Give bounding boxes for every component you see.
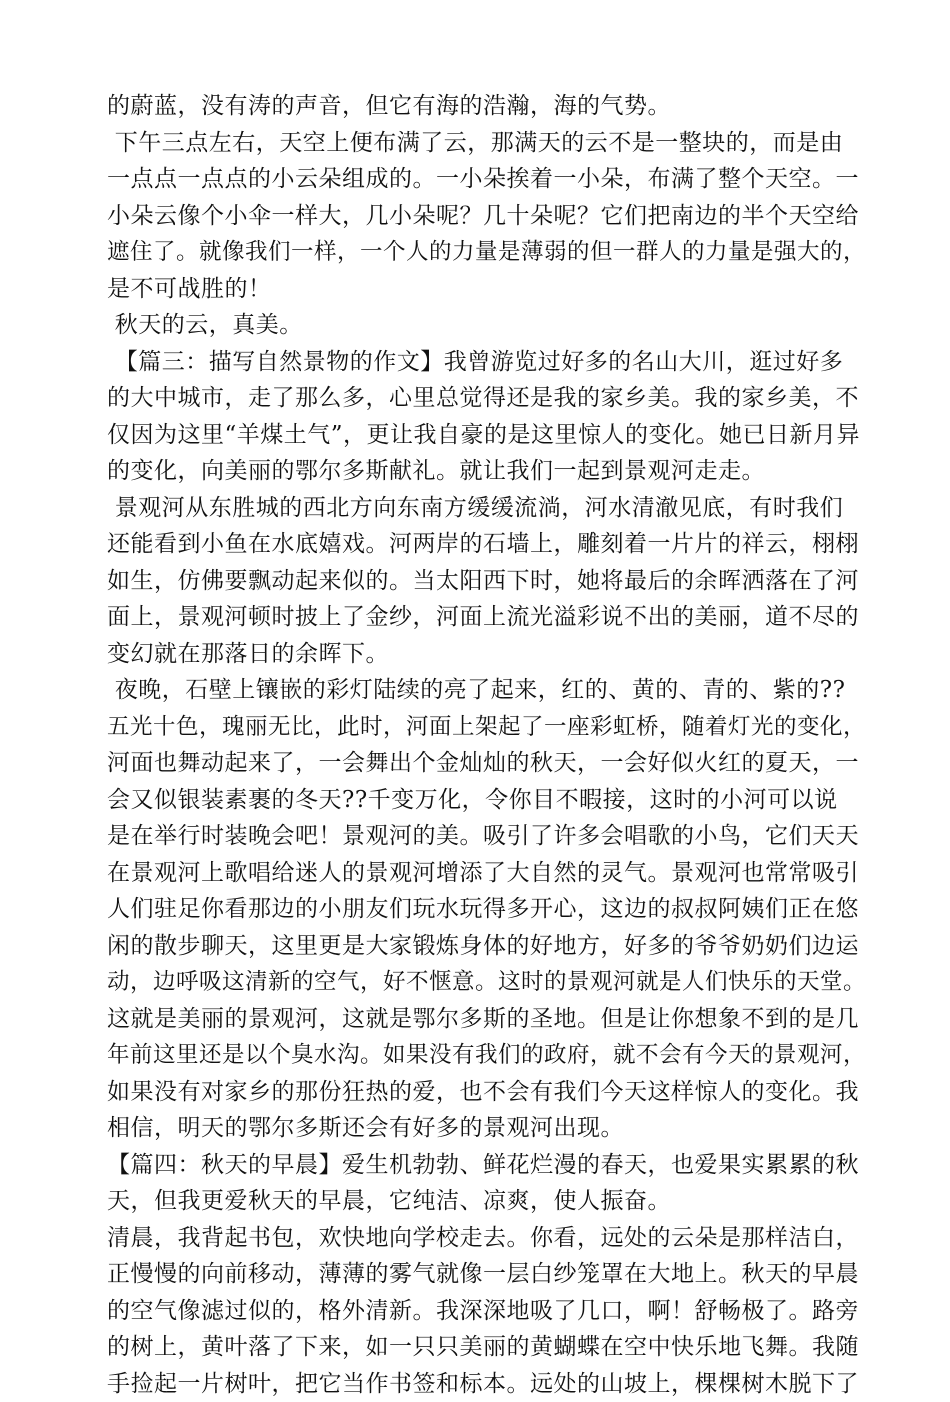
text-line: 一点点一点点的小云朵组成的。一小朵挨着一小朵，布满了整个天空。一 [107,161,877,198]
text-line: 清晨，我背起书包，欢快地向学校走去。你看，远处的云朵是那样洁白， [107,1220,877,1257]
text-line: 在景观河上歌唱给迷人的景观河增添了大自然的灵气。景观河也常常吸引 [107,855,877,892]
text-line: 的变化，向美丽的鄂尔多斯献礼。就让我们一起到景观河走走。 [107,453,877,490]
text-line: 人们驻足你看那边的小朋友们玩水玩得多开心，这边的叔叔阿姨们正在悠 [107,891,877,928]
text-line: 的树上，黄叶落了下来，如一只只美丽的黄蝴蝶在空中快乐地飞舞。我随 [107,1329,877,1366]
text-line: 下午三点左右，天空上便布满了云，那满天的云不是一整块的，而是由 [107,125,877,162]
text-line: 的空气像滤过似的，格外清新。我深深地吸了几口，啊！舒畅极了。路旁 [107,1293,877,1330]
text-line: 正慢慢的向前移动，薄薄的雾气就像一层白纱笼罩在大地上。秋天的早晨 [107,1256,877,1293]
text-line: 相信，明天的鄂尔多斯还会有好多的景观河出现。 [107,1110,877,1147]
text-line: 夜晚，石壁上镶嵌的彩灯陆续的亮了起来，红的、黄的、青的、紫的?? [107,672,877,709]
text-line: 会又似银装素裹的冬天??千变万化，令你目不暇接，这时的小河可以说 [107,782,877,819]
text-line: 是不可战胜的！ [107,271,877,308]
text-line: 动，边呼吸这清新的空气，好不惬意。这时的景观河就是人们快乐的天堂。 [107,964,877,1001]
text-line: 【篇四：秋天的早晨】爱生机勃勃、鲜花烂漫的春天，也爱果实累累的秋 [107,1147,877,1184]
text-line: 变幻就在那落日的余晖下。 [107,636,877,673]
text-line: 仅因为这里“羊煤土气”，更让我自豪的是这里惊人的变化。她已日新月异 [107,417,877,454]
text-line: 小朵云像个小伞一样大，几小朵呢？几十朵呢？它们把南边的半个天空给 [107,198,877,235]
text-line: 年前这里还是以个臭水沟。如果没有我们的政府，就不会有今天的景观河， [107,1037,877,1074]
text-line: 还能看到小鱼在水底嬉戏。河两岸的石墙上，雕刻着一片片的祥云，栩栩 [107,526,877,563]
text-line: 天，但我更爱秋天的早晨，它纯洁、凉爽，使人振奋。 [107,1183,877,1220]
article-body [107,88,877,1402]
text-line: 面上，景观河顿时披上了金纱，河面上流光溢彩说不出的美丽，道不尽的 [107,599,877,636]
text-line: 如果没有对家乡的那份狂热的爱，也不会有我们今天这样惊人的变化。我 [107,1074,877,1111]
text-line: 【篇三：描写自然景物的作文】我曾游览过好多的名山大川，逛过好多 [107,344,877,381]
text-line: 河面也舞动起来了，一会舞出个金灿灿的秋天，一会好似火红的夏天，一 [107,745,877,782]
text-line: 五光十色，瑰丽无比，此时，河面上架起了一座彩虹桥，随着灯光的变化， [107,709,877,746]
text-line: 秋天的云，真美。 [107,307,877,344]
text-line: 的蔚蓝，没有涛的声音，但它有海的浩瀚，海的气势。 [107,88,877,125]
text-line: 闲的散步聊天，这里更是大家锻炼身体的好地方，好多的爷爷奶奶们边运 [107,928,877,965]
text-line: 是在举行时装晚会吧！景观河的美。吸引了许多会唱歌的小鸟，它们天天 [107,818,877,855]
text-line: 这就是美丽的景观河，这就是鄂尔多斯的圣地。但是让你想象不到的是几 [107,1001,877,1038]
text-line: 景观河从东胜城的西北方向东南方缓缓流淌，河水清澈见底，有时我们 [107,490,877,527]
text-line: 遮住了。就像我们一样，一个人的力量是薄弱的但一群人的力量是强大的， [107,234,877,271]
text-line: 的大中城市，走了那么多，心里总觉得还是我的家乡美。我的家乡美，不 [107,380,877,417]
text-line: 如生，仿佛要飘动起来似的。当太阳西下时，她将最后的余晖洒落在了河 [107,563,877,600]
text-line: 手捡起一片树叶，把它当作书签和标本。远处的山坡上，棵棵树木脱下了 [107,1366,877,1402]
